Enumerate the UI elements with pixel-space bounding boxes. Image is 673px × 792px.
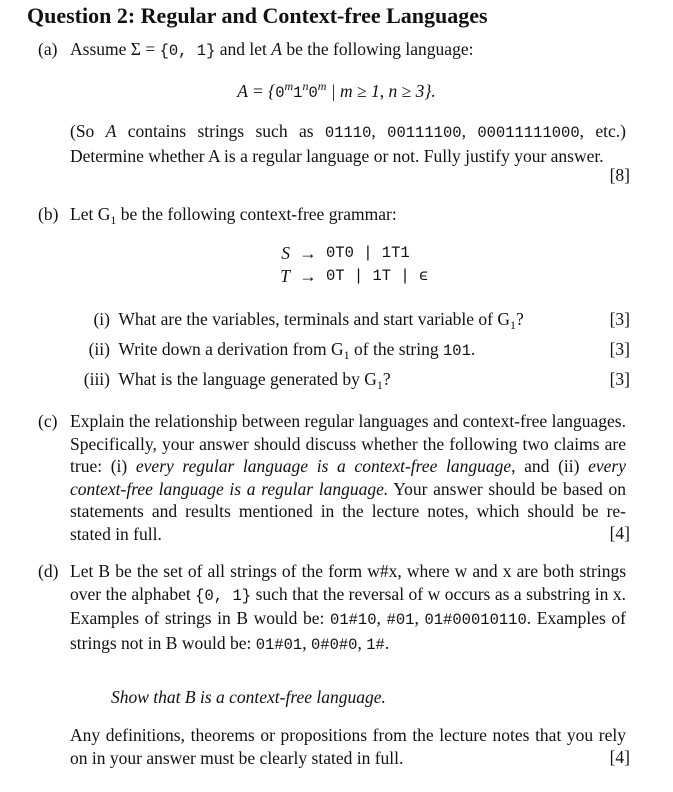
part-a-body: (So A contains strings such as 01110, 00111100, 00011111000, etc.) Determine whether A is a regular language or not. Fully justify your answer. xyxy=(70,121,627,166)
part-d-task: Show that B is a context-free language. xyxy=(111,687,386,707)
part-b-item-ii: (ii) Write down a derivation from $G_1$ of the string 101. [3] xyxy=(88,339,630,362)
part-b-label: (b) xyxy=(38,204,59,224)
grammar-rules xyxy=(270,242,450,287)
part-b-item-iii: (iii) What is the language generated by $G_1$? [3] xyxy=(83,369,630,392)
part-a-marks: [8] xyxy=(609,165,630,185)
part-c-label: (c) xyxy=(38,411,58,431)
part-d-label: (d) xyxy=(38,561,59,581)
grammar-rule-t: T → 0T | 1T | ϵ xyxy=(280,265,429,286)
question-heading: Question 2: Regular and Context-free Languages xyxy=(27,3,488,28)
part-b-item-i: (i) What are the variables, terminals and start variable of $G_1$? [3] xyxy=(93,309,630,332)
part-a-intro: Assume Σ = {0, 1} and let A be the following language: xyxy=(70,39,474,60)
part-d-body: Let B be the set of all strings of the form w#x, where w and x are both strings over the alphabet {0, 1} such that the reversal of w occurs as a substring in x. Examples of strings in B would be: 01#10, #01, 01#00010110. Examples of strings not in B would be: 01#01, 0#0#0, 1#. xyxy=(70,561,626,654)
part-a-label: (a) xyxy=(38,39,58,59)
grammar-rule-s: S → 0T0 | 1T1 xyxy=(281,243,410,263)
part-d-marks: [4] xyxy=(609,747,630,767)
part-d-closing: Any definitions, theorems or propositions from the lecture notes that you rely on in your answer must be clearly stated in full. xyxy=(70,725,626,768)
part-c-body: Explain the relationship between regular languages and context-free languages. Specifically, your answer should discuss whether the following two claims are true: (i) every regular language is a context-free language, and (ii) every context-free language is a regular language. Your answer should be based on statements and results mentioned in the lecture notes, which should be re-stated in full. xyxy=(70,411,626,544)
part-b-intro: Let $G_1$ be the following context-free grammar: xyxy=(70,204,397,227)
part-c-marks: [4] xyxy=(609,523,630,543)
language-definition: $A = \{0^m1^n0^m$ | m ≥ 1, n ≥ 3}. xyxy=(237,79,436,102)
